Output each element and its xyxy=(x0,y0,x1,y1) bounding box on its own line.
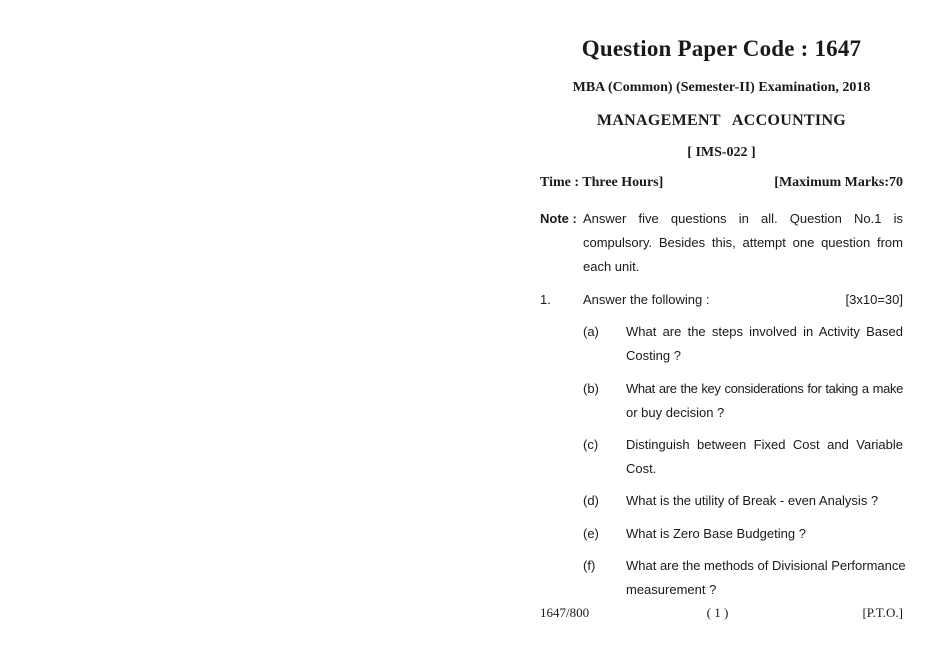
note-text xyxy=(583,207,903,279)
subquestion-text xyxy=(626,489,903,513)
maximum-marks: [Maximum Marks:70 xyxy=(774,175,903,190)
paper-code: [ IMS-022 ] xyxy=(687,145,756,160)
note-line-1: Answer five questions in all. Question No.1 is xyxy=(583,211,903,226)
subquestion-text xyxy=(626,377,903,425)
subquestion-line: measurement ? xyxy=(626,582,717,597)
note-line-3: each unit. xyxy=(583,259,640,274)
subject-title: MANAGEMENT ACCOUNTING xyxy=(596,112,847,129)
subquestion-line: What are the key considerations for taking a make xyxy=(626,381,903,396)
subquestion-line: What is Zero Base Budgeting ? xyxy=(626,526,806,541)
question-number: 1. xyxy=(540,292,551,307)
subquestion-text xyxy=(626,433,903,481)
question-text: Answer the following : xyxy=(583,292,710,307)
exam-page xyxy=(540,0,906,648)
page-number: ( 1 ) xyxy=(706,605,729,620)
subquestion-line: or buy decision ? xyxy=(626,405,725,420)
subquestion-label: (c) xyxy=(583,437,599,452)
question-marks: [3x10=30] xyxy=(845,292,903,307)
subquestion-text xyxy=(626,320,903,368)
subquestion-line: What is the utility of Break - even Analysis ? xyxy=(626,493,879,508)
note-line-2: compulsory. Besides this, attempt one question from xyxy=(583,235,903,250)
subquestion-text xyxy=(626,554,906,602)
pto-marker: [P.T.O.] xyxy=(862,605,903,620)
question-paper-title: Question Paper Code : 1647 xyxy=(581,36,862,61)
subquestion-line: Cost. xyxy=(626,461,657,476)
subquestion-label: (f) xyxy=(583,558,596,573)
subquestion-label: (b) xyxy=(583,381,599,396)
subquestion-label: (e) xyxy=(583,526,599,541)
subquestion-label: (d) xyxy=(583,493,599,508)
subquestion-line: Costing ? xyxy=(626,348,681,363)
subquestion-label: (a) xyxy=(583,324,599,339)
subquestion-text xyxy=(626,522,903,546)
subquestion-line: Distinguish between Fixed Cost and Variable xyxy=(626,437,903,452)
footer-code: 1647/800 xyxy=(540,605,590,620)
subquestion-line: What are the methods of Divisional Performance xyxy=(626,558,906,573)
exam-name: MBA (Common) (Semester-II) Examination, 2018 xyxy=(572,80,871,95)
time-allowed: Time : Three Hours] xyxy=(540,175,664,190)
note-label: Note : xyxy=(540,211,577,226)
subquestion-line: What are the steps involved in Activity Based xyxy=(626,324,903,339)
